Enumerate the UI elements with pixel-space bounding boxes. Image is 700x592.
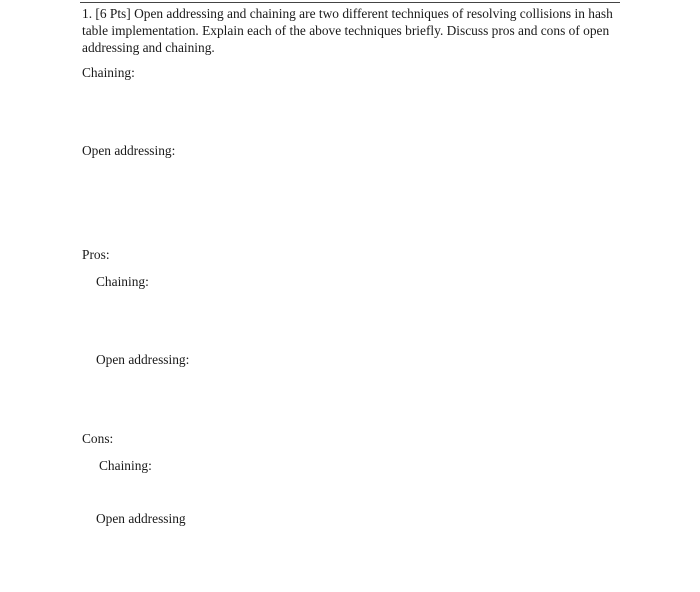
pros-chaining-label: Chaining: (96, 274, 149, 289)
question-text: 1. [6 Pts] Open addressing and chaining are two different techniques of resolving collisions in hash table implementation. Explain each of the above techniques briefly. Discuss pros and cons of open addressing and chaining. (82, 6, 613, 55)
chaining-explain-label: Chaining: (82, 65, 135, 80)
top-divider (80, 2, 620, 3)
pros-heading: Pros: (82, 247, 110, 262)
pros-open-addressing-label: Open addressing: (96, 352, 190, 367)
cons-open-addressing-label: Open addressing (96, 511, 186, 526)
open-addressing-explain-label: Open addressing: (82, 143, 176, 158)
cons-heading: Cons: (82, 431, 114, 446)
cons-chaining-label: Chaining: (99, 458, 152, 473)
